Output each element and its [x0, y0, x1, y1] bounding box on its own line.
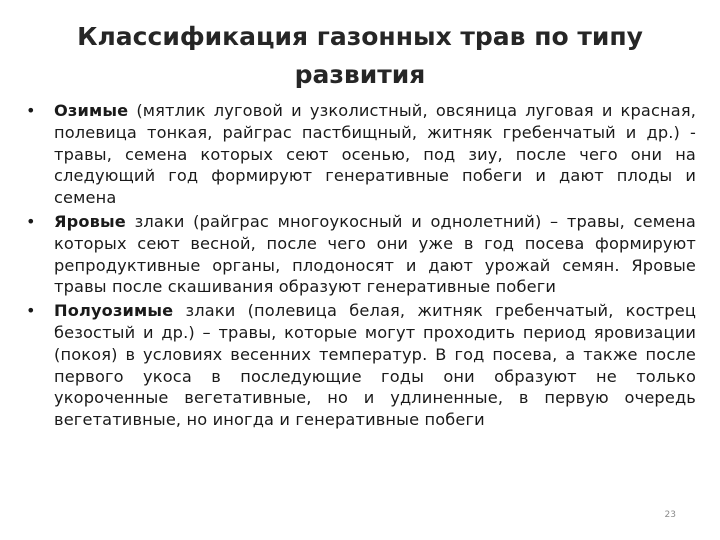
bullet-item-ozimye [24, 100, 696, 209]
bullet-item-poluozimye [24, 300, 696, 431]
slide-title [60, 18, 660, 94]
bullet-text [54, 211, 696, 298]
bullet-term: Яровые [54, 211, 126, 231]
bullet-marker: • [26, 301, 36, 321]
bullet-description: злаки (полевица белая, житняк гребенчатый, кострец безостый и др.) – травы, которые могут проходить период яровизации (покоя) в условиях весенних температур. В год посева, а также после первого укоса в последующие годы они образуют не только укороченные вегетативные, но и удлиненные, в первую очередь вегетативные, но иногда и генеративные побеги [54, 301, 696, 430]
slide-title-line-1: Классификация газонных трав по типу [77, 22, 643, 51]
bullet-list [24, 100, 696, 433]
bullet-marker: • [26, 101, 36, 120]
bullet-description: (мятлик луговой и узколистный, овсяница луговая и красная, полевица тонкая, райграс пастбищный, житняк гребенчатый и др.) - травы, семена которых сеют осенью, под зиу, после чего они на следующий год формируют генеративные побеги и дают плоды и семена [54, 101, 696, 208]
bullet-text [54, 100, 696, 209]
page-number: 23 [664, 510, 676, 520]
bullet-term: Полуозимые [54, 301, 174, 321]
bullet-text [54, 300, 696, 431]
slide-title-line-2: развития [294, 60, 426, 89]
bullet-marker: • [26, 211, 36, 231]
bullet-item-yarovye [24, 211, 696, 298]
bullet-description: злаки (райграс многоукосный и однолетний) – травы, семена которых сеют весной, после чего они уже в год посева формируют репродуктивные органы, плодоносят и дают урожай семян. Яровые травы после скашивания образуют генеративные побеги [54, 211, 696, 297]
bullet-term: Озимые [54, 101, 129, 120]
